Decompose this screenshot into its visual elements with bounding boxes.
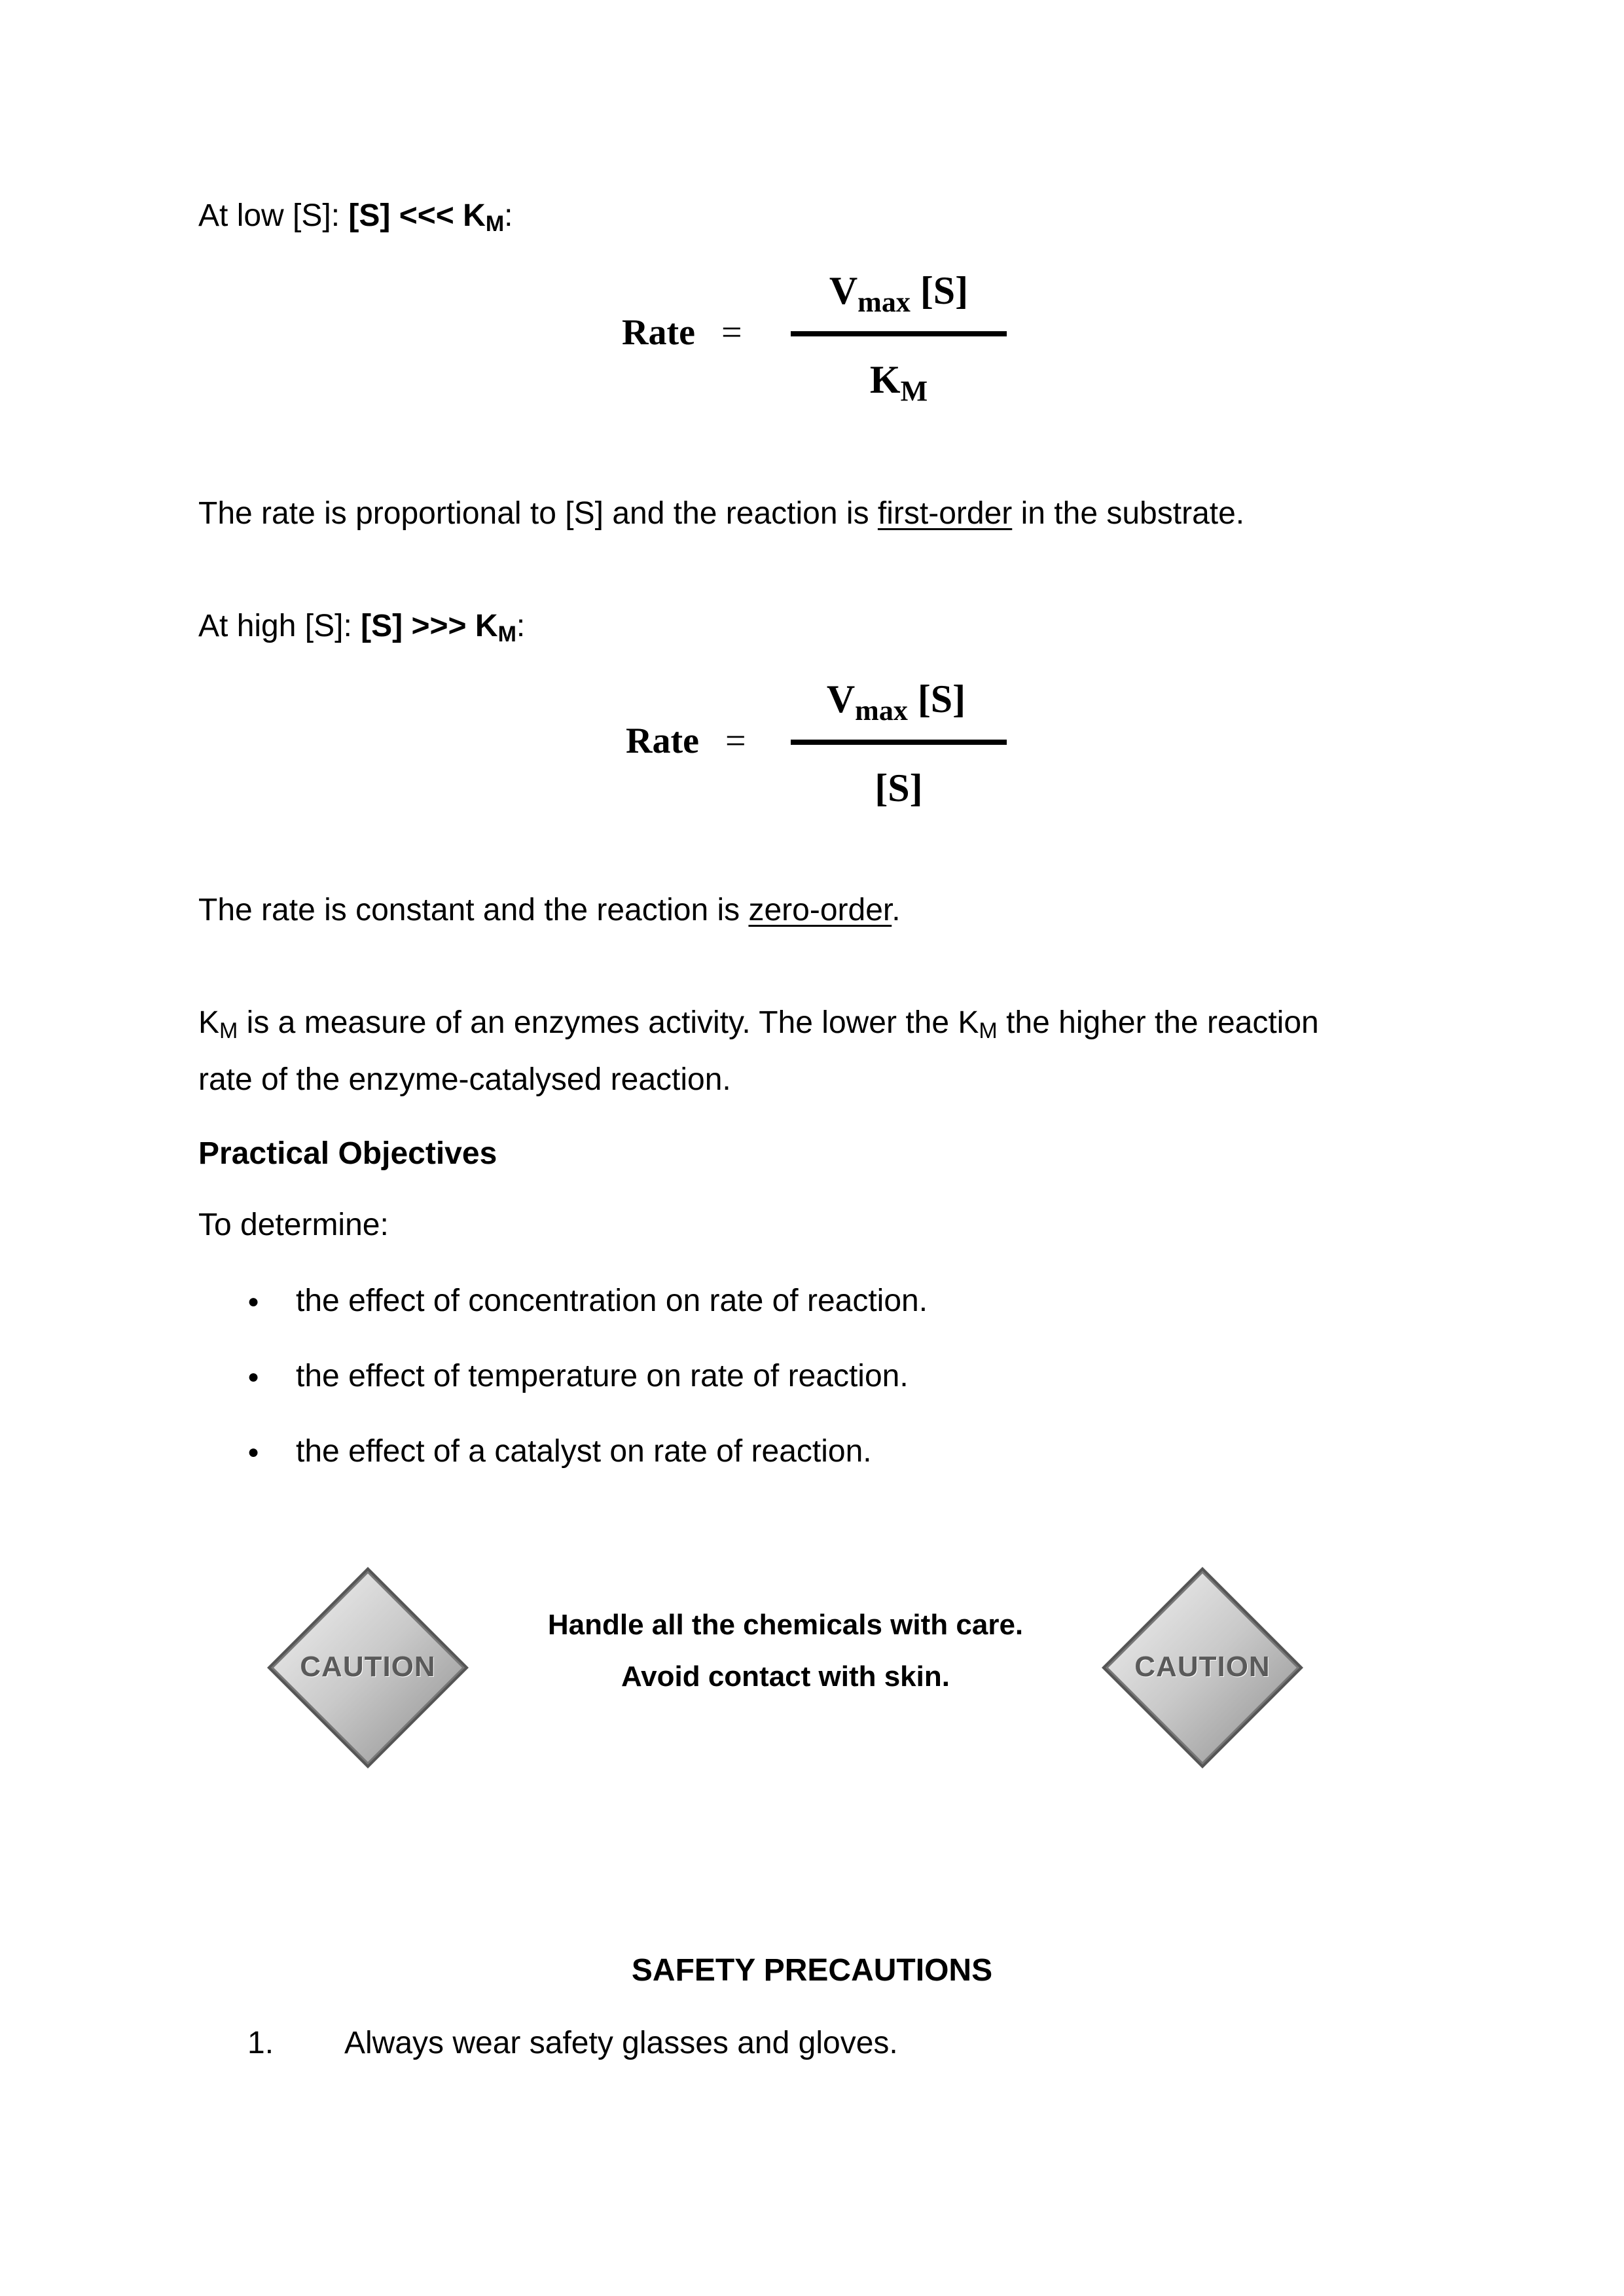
eq2-num-v: V [826,677,856,721]
objectives-heading: Practical Objectives [198,1136,497,1171]
objective-bullet-1: ● [247,1291,260,1312]
first-order-before: The rate is proportional to [S] and the reaction is [198,496,878,531]
caution-sign-right [1098,1563,1307,1772]
objective-item-2: the effect of temperature on rate of reaction. [296,1359,909,1393]
first-order-statement [198,495,1244,533]
km-k1-sub: M [219,1018,238,1043]
km-k1: K [198,1005,220,1040]
low-s-prefix: At low [S]: [198,198,349,233]
eq1-equals: = [721,312,742,353]
eq1-rate-label: Rate [622,312,695,353]
eq2-num-s: [S] [907,677,966,721]
caution-line-1: Handle all the chemicals with care. [547,1609,1024,1641]
objective-bullet-3: ● [247,1441,260,1463]
zero-order-after: . [892,893,901,927]
caution-label-right: CAUTION [1134,1651,1271,1683]
high-s-cond-sub: M [497,622,516,647]
low-s-cond-s: [S] [348,198,391,233]
eq1-den-k-sub: M [900,375,928,407]
objectives-intro: To determine: [198,1208,389,1242]
safety-item-1-number: 1. [247,2026,274,2060]
eq1-den-k: K [869,358,901,401]
objective-item-1: the effect of concentration on rate of reaction. [296,1283,928,1318]
caution-line-2: Avoid contact with skin. [621,1660,950,1693]
safety-heading: SAFETY PRECAUTIONS [631,1953,993,1988]
eq1-num-v: V [829,269,858,312]
km-paragraph-line2: rate of the enzyme-catalysed reaction. [198,1062,731,1097]
low-s-suffix: : [504,198,513,233]
high-s-cond-rel: >>> K [403,609,498,643]
objective-item-3: the effect of a catalyst on rate of reaction. [296,1434,872,1469]
high-s-prefix: At high [S]: [198,609,361,643]
zero-order-before: The rate is constant and the reaction is [198,893,749,927]
low-s-cond-sub: M [485,211,505,236]
eq2-fraction-bar [791,740,1007,745]
km-paragraph-line1 [198,1004,1319,1050]
zero-order-statement [198,891,901,929]
km-end: the higher the reaction [997,1005,1319,1040]
eq1-numerator [791,270,1007,323]
km-mid: is a measure of an enzymes activity. The lower the K [238,1005,979,1040]
eq1-num-v-sub: max [857,286,911,318]
eq2-num-v-sub: max [855,694,908,726]
eq2-numerator [788,678,1004,732]
first-order-term: first-order [877,496,1013,531]
eq2-equals: = [725,721,746,761]
eq2-denominator [791,767,1007,809]
caution-label-left: CAUTION [300,1651,436,1683]
caution-sign-left [263,1563,473,1772]
eq2-lhs [626,721,746,761]
high-s-suffix: : [516,609,526,643]
zero-order-term: zero-order [748,893,892,927]
eq2-rate-label: Rate [626,721,699,761]
objective-bullet-2: ● [247,1366,260,1388]
eq1-num-s: [S] [910,269,969,312]
eq2-den-s: [S] [875,766,923,810]
eq1-denominator [791,359,1007,412]
eq1-fraction-bar [791,331,1007,336]
low-s-condition [198,197,513,243]
high-s-cond-s: [S] [361,609,403,643]
safety-item-1-text: Always wear safety glasses and gloves. [344,2026,898,2060]
first-order-after: in the substrate. [1012,496,1245,531]
high-s-condition [198,607,525,653]
km-k2-sub: M [979,1018,998,1043]
low-s-cond-rel: <<< K [390,198,486,233]
eq1-lhs [622,313,742,352]
